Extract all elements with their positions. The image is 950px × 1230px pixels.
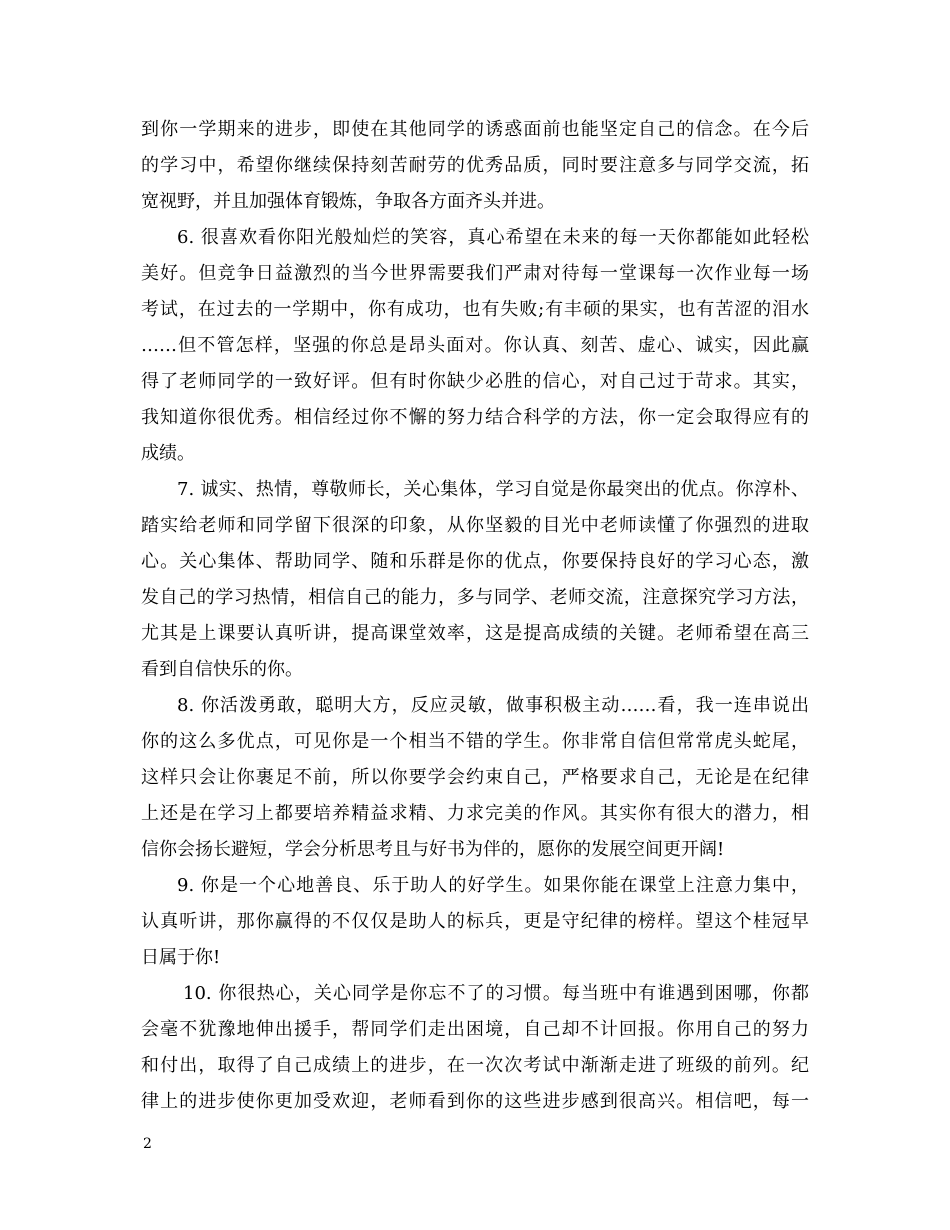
text-line: ……但不管怎样，坚强的你总是昂头面对。你认真、刻苦、虚心、诚实，因此赢 bbox=[141, 335, 809, 356]
text-line: 踏实给老师和同学留下很深的印象，从你坚毅的目光中老师读懂了你强烈的进取 bbox=[141, 515, 809, 536]
text-line: 律上的进步使你更加受欢迎，老师看到你的这些进步感到很高兴。相信吧，每一 bbox=[141, 1091, 809, 1112]
text-line: 会毫不犹豫地伸出援手，帮同学们走出困境，自己却不计回报。你用自己的努力 bbox=[141, 1019, 809, 1040]
text-line: 6. 很喜欢看你阳光般灿烂的笑容，真心希望在未来的每一天你都能如此轻松 bbox=[177, 227, 809, 248]
paragraph-item-7 bbox=[141, 472, 809, 688]
paragraph-item-9 bbox=[141, 868, 809, 976]
paragraph-item-8 bbox=[141, 688, 809, 868]
text-line: 得了老师同学的一致好评。但有时你缺少必胜的信心，对自己过于苛求。其实， bbox=[141, 371, 809, 392]
page-number: 2 bbox=[143, 1136, 152, 1152]
text-line: 日属于你! bbox=[141, 947, 221, 968]
text-line: 9. 你是一个心地善良、乐于助人的好学生。如果你能在课堂上注意力集中， bbox=[177, 875, 809, 896]
text-line: 发自己的学习热情，相信自己的能力，多与同学、老师交流，注意探究学习方法， bbox=[141, 587, 809, 608]
text-line: 8. 你活泼勇敢，聪明大方，反应灵敏，做事积极主动……看，我一连串说出 bbox=[177, 695, 809, 716]
paragraph-continuation bbox=[141, 112, 809, 220]
text-line: 看到自信快乐的你。 bbox=[141, 659, 303, 680]
text-line: 考试，在过去的一学期中，你有成功，也有失败;有丰硕的果实，也有苦涩的泪水 bbox=[141, 299, 809, 320]
text-line: 美好。但竞争日益激烈的当今世界需要我们严肃对待每一堂课每一次作业每一场 bbox=[141, 263, 809, 284]
paragraph-item-10 bbox=[141, 976, 809, 1120]
text-line: 到你一学期来的进步，即使在其他同学的诱惑面前也能坚定自己的信念。在今后 bbox=[141, 119, 809, 140]
text-line: 你的这么多优点，可见你是一个相当不错的学生。你非常自信但常常虎头蛇尾， bbox=[141, 731, 809, 752]
paragraph-item-6 bbox=[141, 220, 809, 472]
document-body bbox=[141, 112, 809, 1120]
text-line: 信你会扬长避短，学会分析思考且与好书为伴的，愿你的发展空间更开阔! bbox=[141, 839, 725, 860]
text-line: 的学习中，希望你继续保持刻苦耐劳的优秀品质，同时要注意多与同学交流，拓 bbox=[141, 155, 809, 176]
text-line: 这样只会让你裹足不前，所以你要学会约束自己，严格要求自己，无论是在纪律 bbox=[141, 767, 809, 788]
text-line: 宽视野，并且加强体育锻炼，争取各方面齐头并进。 bbox=[141, 191, 555, 212]
text-line: 成绩。 bbox=[141, 443, 195, 464]
text-line: 尤其是上课要认真听讲，提高课堂效率，这是提高成绩的关键。老师希望在高三 bbox=[141, 623, 809, 644]
text-line: 心。关心集体、帮助同学、随和乐群是你的优点，你要保持良好的学习心态，激 bbox=[141, 551, 809, 572]
text-line: 我知道你很优秀。相信经过你不懈的努力结合科学的方法，你一定会取得应有的 bbox=[141, 407, 809, 428]
text-line: 和付出，取得了自己成绩上的进步，在一次次考试中渐渐走进了班级的前列。纪 bbox=[141, 1055, 809, 1076]
text-line: 10. 你很热心，关心同学是你忘不了的习惯。每当班中有谁遇到困哪，你都 bbox=[183, 983, 809, 1004]
text-line: 上还是在学习上都要培养精益求精、力求完美的作风。其实你有很大的潜力，相 bbox=[141, 803, 809, 824]
text-line: 7. 诚实、热情，尊敬师长，关心集体，学习自觉是你最突出的优点。你淳朴、 bbox=[177, 479, 809, 500]
text-line: 认真听讲，那你赢得的不仅仅是助人的标兵，更是守纪律的榜样。望这个桂冠早 bbox=[141, 911, 809, 932]
